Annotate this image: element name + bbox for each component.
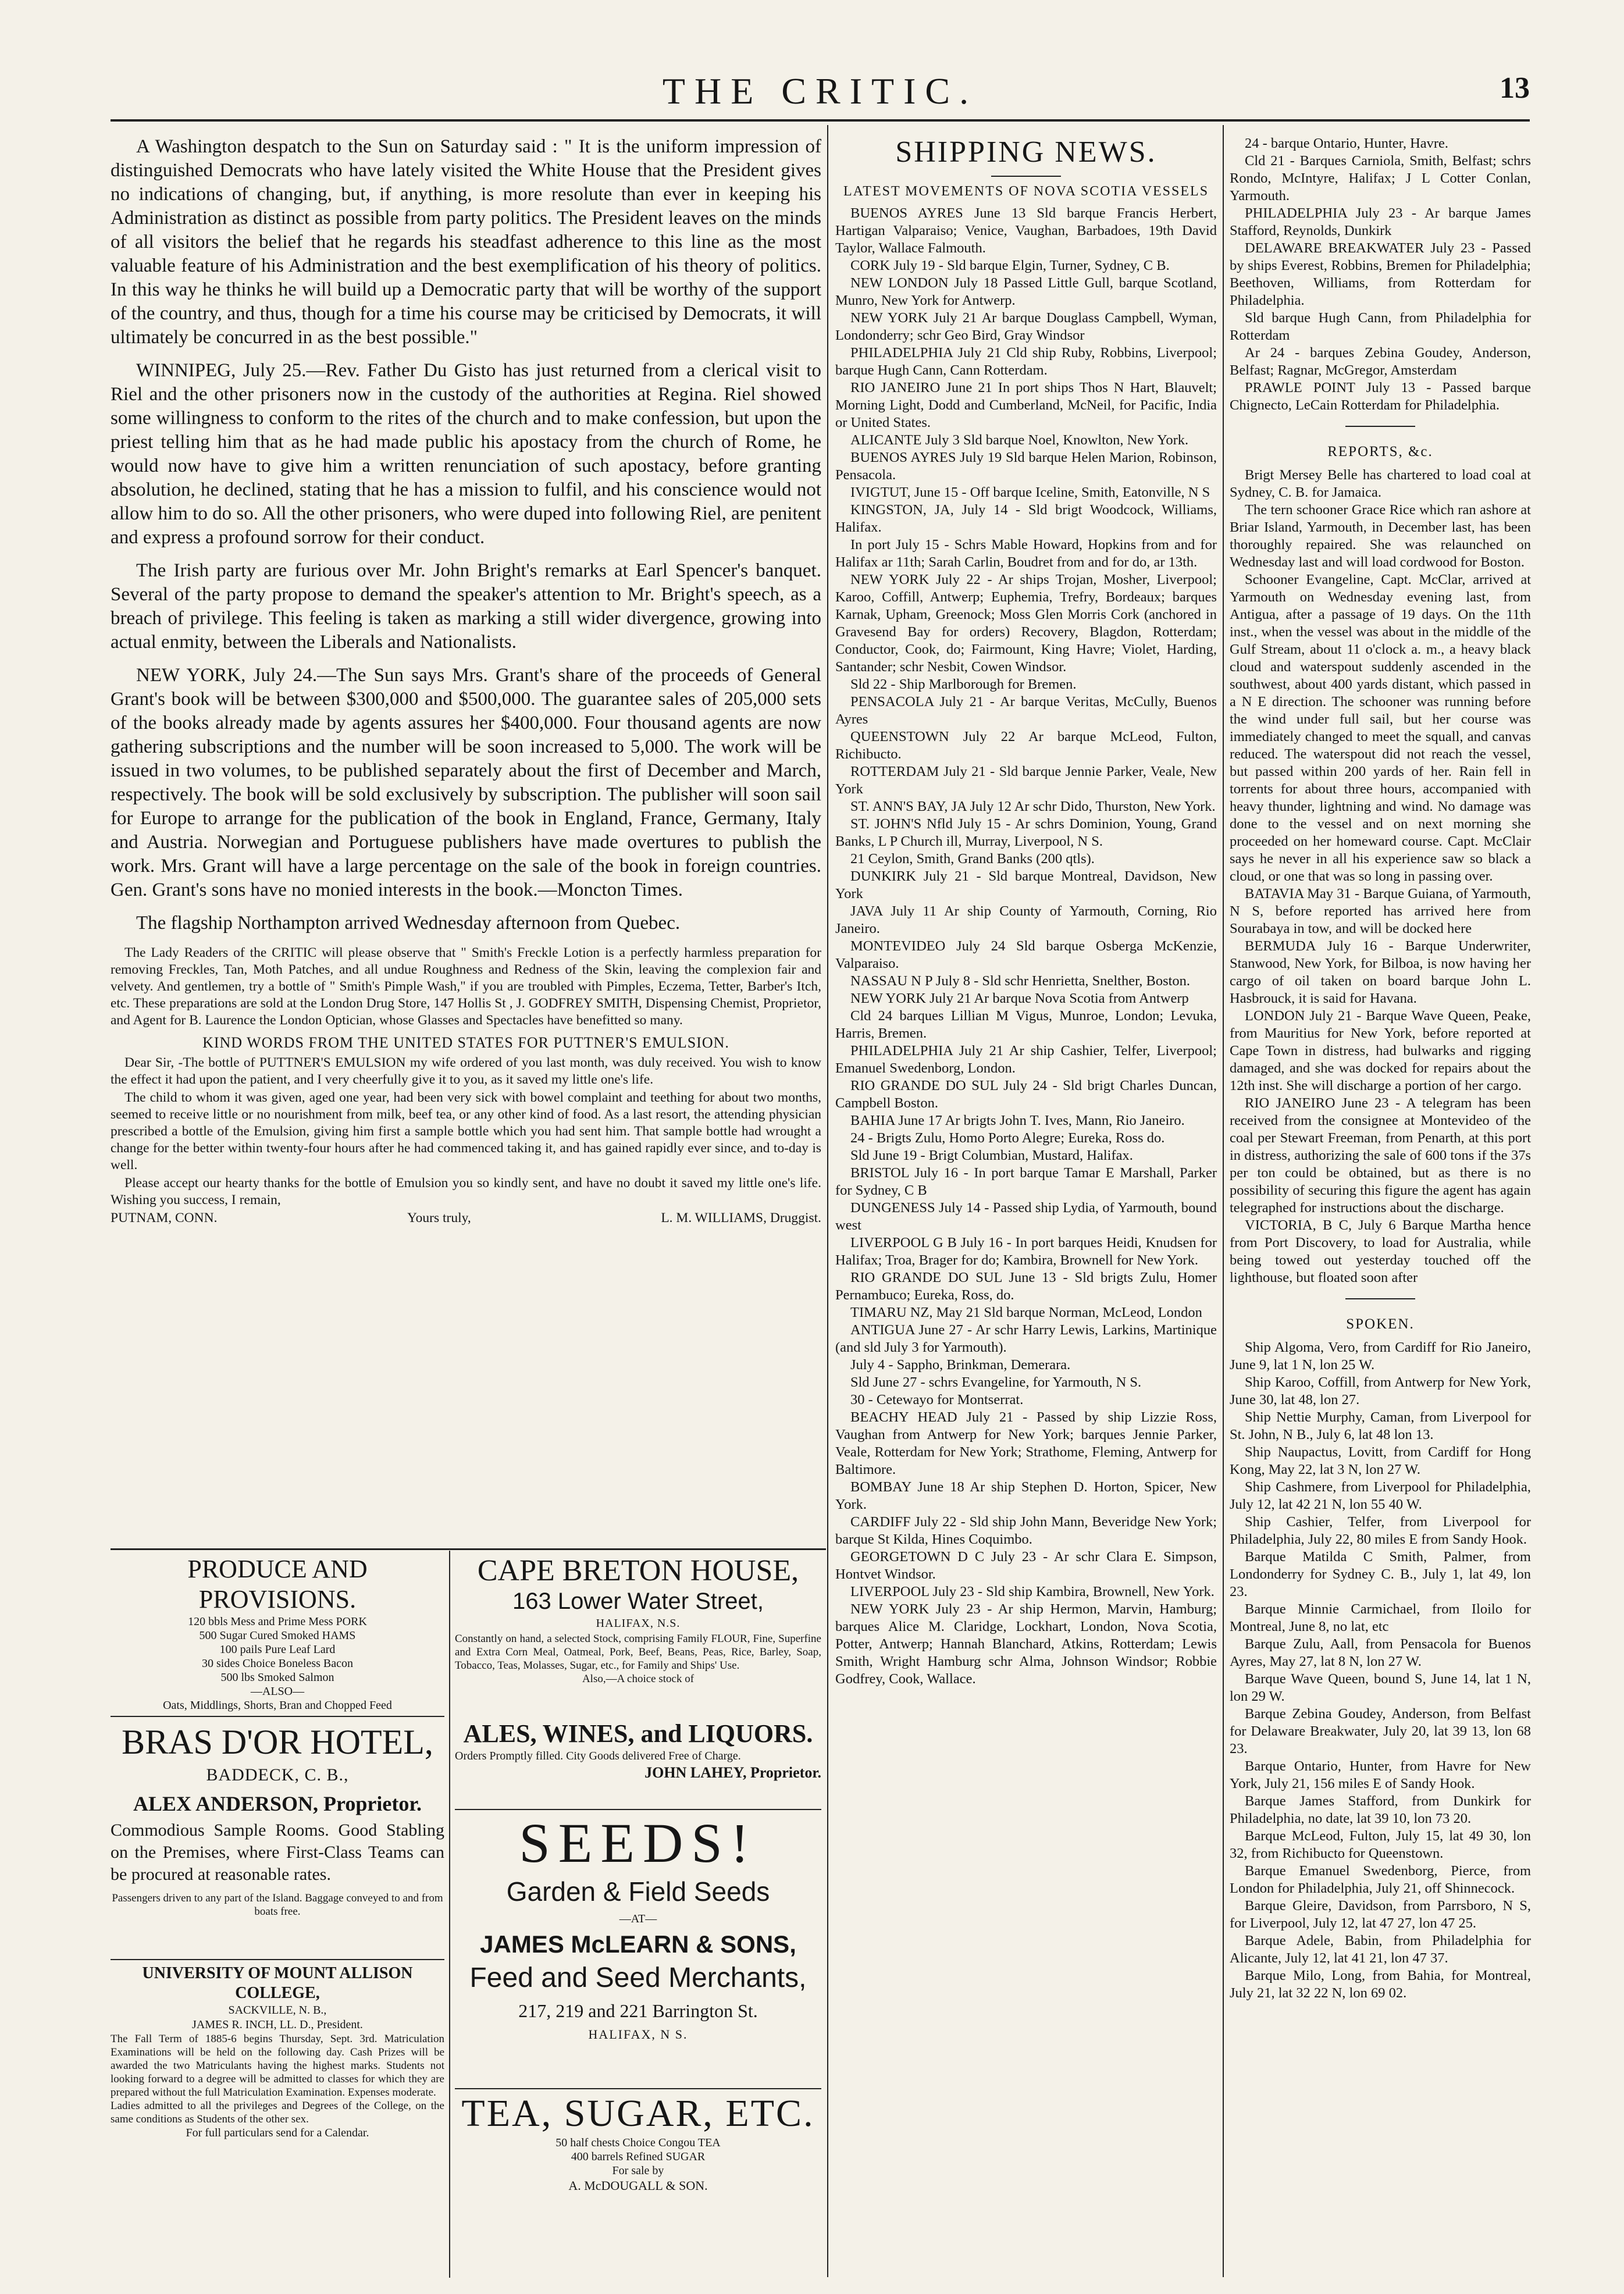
shipping-item: RIO GRANDE DO SUL June 13 - Sld brigts Zulu, Homer Pernambuco; Eureka, Ross, do. bbox=[835, 1270, 1217, 1303]
article-washington: A Washington despatch to the Sun on Saturday said : " It is the uniform impression of distinguished Democrats who have lately visited the White House that the President gives no indications of changing, but, if anything, is more resolute than ever in keeping his Administration as distinct as possible from party politics. The President leaves on the minds of all visitors the belief that he regards his steadfast adherence to this line as the most valuable feature of his Administration and the best exemplification of his theory of politics. In this way he thinks he will build up a Democratic party that will be worthy of the support of the country, and thus, though for a time his course may be criticised by Democrats, it will ultimately be concurred in as the best possible." bbox=[111, 136, 821, 348]
shipping-item: JAVA July 11 Ar ship County of Yarmouth, Corning, Rio Janeiro. bbox=[835, 903, 1217, 936]
shipping-item: PRAWLE POINT July 13 - Passed barque Chignecto, LeCain Rotterdam for Philadelphia. bbox=[1230, 380, 1531, 413]
ales-title: ALES, WINES, and LIQUORS. bbox=[463, 1719, 813, 1748]
advert-ales-wines bbox=[455, 1719, 821, 1806]
seeds-firm: JAMES McLEARN & SONS, bbox=[480, 1930, 796, 1958]
shipping-item: Sld June 27 - schrs Evangeline, for Yarmouth, N S. bbox=[850, 1374, 1142, 1390]
spoken-item: Ship Algoma, Vero, from Cardiff for Rio Janeiro, June 9, lat 1 N, lon 25 W. bbox=[1230, 1340, 1531, 1373]
ad-divider bbox=[111, 1959, 444, 1960]
spoken-item: Ship Naupactus, Lovitt, from Cardiff for Hong Kong, May 22, lat 3 N, lon 27 W. bbox=[1230, 1444, 1531, 1477]
spoken-item: Barque Gleire, Davidson, from Parrsboro, N S, for Liverpool, July 12, lat 47 27, lon 47 25. bbox=[1230, 1898, 1531, 1931]
seeds-at: —AT— bbox=[619, 1912, 657, 1925]
tea-title: TEA, SUGAR, ETC. bbox=[461, 2092, 815, 2135]
article-grant-book: NEW YORK, July 24.—The Sun says Mrs. Grant's share of the proceeds of General Grant's book will be between $300,000 and $500,000. The guarantee sales of 205,000 sets of the books already made by agents assures her $400,000. Four thousand agents are now gathering subscriptions and the number will be soon increased to 5,000. The work will be issued in two volumes, to be published separately about the first of December and March, respectively. The book will be sold exclusively by subscription. The publisher will soon sail for Europe to arrange for the publication of the book in England, France, Germany, Italy and Austria. Norwegian and Portuguese publishers have made overtures to publish the work. Mrs. Grant will have a large percentage on the sale of the book in foreign countries. Gen. Grant's sons have no monied interests in the book.—Moncton Times. bbox=[111, 665, 821, 900]
spoken-item: Ship Cashmere, from Liverpool for Philadelphia, July 12, lat 42 21 N, lon 55 40 W. bbox=[1230, 1479, 1531, 1512]
column-shipping-news bbox=[835, 135, 1217, 2275]
spoken-item: Ship Karoo, Coffill, from Antwerp for New York, June 30, lat 48, lon 27. bbox=[1230, 1374, 1531, 1408]
shipping-item: ST. ANN'S BAY, JA July 12 Ar schr Dido, Thurston, New York. bbox=[850, 799, 1216, 814]
page-header bbox=[111, 64, 1530, 116]
tea-merchant: A. McDOUGALL & SON. bbox=[568, 2178, 708, 2193]
shipping-item: LIVERPOOL July 23 - Sld ship Kambira, Brownell, New York. bbox=[850, 1584, 1215, 1600]
spoken-items bbox=[1230, 1339, 1531, 2002]
shipping-item: In port July 15 - Schrs Mable Howard, Hopkins from and for Halifax ar 11th; Sarah Carlin, Boudret from and for do, ar 13th. bbox=[835, 537, 1217, 570]
header-rule bbox=[111, 119, 1530, 122]
advert-freckle-lotion: The Lady Readers of the CRITIC will please observe that " Smith's Freckle Lotion is a perfectly harmless preparation for removing Freckles, Tan, Moth Patches, and all undue Roughness and Redness of the Skin, leaving the complexion fair and velvety. And gentlemen, try a bottle of " Smith's Pimple Wash," if you are troubled with Pimples, Eczema, Tetter, Barber's Itch, etc. These preparations are sold at the London Drug Store, 147 Hollis St , J. GODFREY SMITH, Dispensing Chemist, Proprietor, and Agent for B. Laurence the London Optician, whose Glasses and Spectacles have benefitted so many. bbox=[111, 945, 821, 1028]
seeds-trade: Feed and Seed Merchants, bbox=[469, 1962, 807, 1993]
tea-line: 400 barrels Refined SUGAR bbox=[571, 2150, 706, 2163]
column-rule-1 bbox=[827, 125, 828, 2277]
spoken-item: Ship Cashier, Telfer, from Liverpool for Philadelphia, July 22, 80 miles E from Sandy Hook. bbox=[1230, 1514, 1531, 1547]
ales-proprietor: JOHN LAHEY, Proprietor. bbox=[644, 1764, 821, 1781]
shipping-item: LIVERPOOL G B July 16 - In port barques Heidi, Knudsen for Halifax; Troa, Brager for do; Kambira, Brownell for New York. bbox=[835, 1235, 1217, 1268]
hotel-place: BADDECK, C. B., bbox=[206, 1765, 349, 1784]
cape-address: 163 Lower Water Street, bbox=[512, 1588, 764, 1614]
advert-cape-breton-house bbox=[455, 1554, 821, 1717]
ad-divider bbox=[455, 1809, 821, 1810]
spoken-item: Barque Ontario, Hunter, from Havre for New York, July 21, 156 miles E of Sandy Hook. bbox=[1230, 1758, 1531, 1791]
shipping-item: CORK July 19 - Sld barque Elgin, Turner, Sydney, C B. bbox=[850, 258, 1170, 273]
shipping-item: RIO JANEIRO June 21 In port ships Thos N Hart, Blauvelt; Morning Light, Dodd and Cumberland, McNeil, for Pacific, India or United States. bbox=[835, 380, 1217, 430]
reports-heading: REPORTS, &c. bbox=[1327, 444, 1433, 459]
shipping-item: Cld 21 - Barques Carniola, Smith, Belfast; schrs Rondo, McIntyre, Halifax; J L Cotter Conlan, Yarmouth. bbox=[1230, 153, 1531, 204]
signature-closing: Yours truly, bbox=[407, 1210, 471, 1226]
shipping-item: Sld June 19 - Brigt Columbian, Mustard, Halifax. bbox=[850, 1148, 1133, 1163]
spoken-item: Barque Wave Queen, bound S, June 14, lat 1 N, lon 29 W. bbox=[1230, 1671, 1531, 1704]
shipping-item: BOMBAY June 18 Ar ship Stephen D. Horton, Spicer, New York. bbox=[835, 1479, 1217, 1512]
shipping-item: NEW YORK July 22 - Ar ships Trojan, Mosher, Liverpool; Karoo, Coffill, Antwerp; Euphemia, Trefry, Bordeaux; barques Karnak, Upham, Greenock; Moss Glen Morris Cork (anchored in Gravesend Bay for orders) Recovery, Blagdon, Rotterdam; Conductor, Cook, do; Fairmount, King Havre; Violet, Harding, Santander; schr Nesbit, Cowen Windsor. bbox=[835, 572, 1217, 675]
university-body: The Fall Term of 1885-6 begins Thursday, Sept. 3rd. Matriculation Examinations will be held on the following day. Cash Prizes will be awarded the two Matriculants having the highest marks. Students not looking forward to a degree will be admitted to classes for which they are prepared without the full Matriculation Examination. Expenses moderate. bbox=[111, 2033, 444, 2099]
shipping-item: BUENOS AYRES June 13 Sld barque Francis Herbert, Hartigan Valparaiso; Venice, Vaughan, Barbadoes, 19th David Taylor, Wallace Falmouth. bbox=[835, 205, 1217, 256]
shipping-item: GEORGETOWN D C July 23 - Ar schr Clara E. Simpson, Hontvet Windsor. bbox=[835, 1549, 1217, 1582]
heading-rule bbox=[991, 176, 1061, 177]
shipping-items-continued bbox=[1230, 135, 1531, 414]
seeds-city: HALIFAX, N S. bbox=[588, 2027, 688, 2042]
shipping-item: IVIGTUT, June 15 - Off barque Iceline, Smith, Eatonville, N S bbox=[850, 485, 1210, 500]
ad-divider bbox=[455, 2088, 821, 2089]
advert-produce bbox=[111, 1554, 444, 1712]
column-rule-2 bbox=[1223, 125, 1224, 2277]
shipping-item: DUNKIRK July 21 - Sld barque Montreal, Davidson, New York bbox=[835, 868, 1217, 902]
article-winnipeg: WINNIPEG, July 25.—Rev. Father Du Gisto has just returned from a clerical visit to Riel and the other prisoners now in the custody of the authorities at Regina. Riel showed some willingness to conform to the rites of the church and to make confession, but upon the priest telling him that as he had made public his apostacy from the church of Rome, he would now have to give him a written renunciation of such apostacy, before granting absolution, he declined, stating that he has a mission to fulfil, and his conscience would not allow him to do so. All the other prisoners, who were duped into following Riel, are penitent and express a profound sorrow for their conduct. bbox=[111, 360, 821, 548]
ads-middle-rule bbox=[449, 1551, 450, 2278]
shipping-item: NEW LONDON July 18 Passed Little Gull, barque Scotland, Munro, New York for Antwerp. bbox=[835, 275, 1217, 308]
advert-bras-dor-hotel bbox=[111, 1722, 444, 1954]
report-item: VICTORIA, B C, July 6 Barque Martha hence from Port Discovery, to load for Australia, while being towed out yesterday touched off the lighthouse, but floated soon after bbox=[1230, 1217, 1531, 1285]
letter-paragraph: The child to whom it was given, aged one year, had been very sick with bowel complaint and teething for about two months, seemed to receive little or no nourishment from milk, beef tea, or any other kind of food. As a last resort, the attending physician prescribed a bottle of the Emulsion, giving him first a sample bottle which you had sent him. That sample bottle had wrought a change for the better within twenty-four hours after he had commenced taking it, and has gained rapidly ever since, and to-day is well. bbox=[111, 1090, 821, 1173]
reports-items bbox=[1230, 466, 1531, 1287]
produce-line: 100 pails Pure Leaf Lard bbox=[219, 1643, 336, 1656]
signature-name: L. M. WILLIAMS, Druggist. bbox=[661, 1210, 821, 1226]
advert-tea-sugar bbox=[455, 2092, 821, 2266]
section-rule bbox=[1345, 1298, 1415, 1299]
university-ladies: Ladies admitted to all the privileges and Degrees of the College, on the same conditions as Students of the other sex. bbox=[111, 2100, 444, 2125]
cape-also: Also,—A choice stock of bbox=[582, 1673, 695, 1685]
shipping-item: 21 Ceylon, Smith, Grand Banks (200 qtls). bbox=[850, 851, 1095, 867]
newspaper-title: THE CRITIC. bbox=[662, 70, 978, 112]
shipping-item: NEW YORK July 21 Ar barque Douglass Campbell, Wyman, Londonderry; schr Geo Bird, Gray Windsor bbox=[835, 310, 1217, 343]
cape-city: HALIFAX, N.S. bbox=[596, 1617, 681, 1630]
page-number: 13 bbox=[1500, 72, 1530, 105]
spoken-item: Ship Nettie Murphy, Caman, from Liverpool for St. John, N B., July 6, lat 48 lon 13. bbox=[1230, 1409, 1531, 1442]
shipping-item: Ar 24 - barques Zebina Goudey, Anderson, Belfast; Ragnar, McGregor, Amsterdam bbox=[1230, 345, 1531, 378]
section-rule bbox=[1345, 426, 1415, 427]
shipping-item: NASSAU N P July 8 - Sld schr Henrietta, Snelther, Boston. bbox=[850, 973, 1191, 989]
signature-place: PUTNAM, CONN. bbox=[111, 1210, 218, 1226]
shipping-item: QUEENSTOWN July 22 Ar barque McLeod, Fulton, Richibucto. bbox=[835, 729, 1217, 762]
column-news bbox=[111, 135, 821, 1543]
shipping-item: RIO GRANDE DO SUL July 24 - Sld brigt Charles Duncan, Campbell Boston. bbox=[835, 1078, 1217, 1111]
hotel-description: Commodious Sample Rooms. Good Stabling on the Premises, where First-Class Teams can be procured at reasonable rates. bbox=[111, 1821, 444, 1884]
shipping-item: NEW YORK July 23 - Ar ship Hermon, Marvin, Hamburg; barques Alice M. Claridge, Lockhart, London, Nova Scotia, Potter, Antwerp; Hannah Blanchard, Atkins, Rotterdam; Lewis Smith, Wright Hamburg schr Alma, Johnson Windsor; Robbie Godfrey, Cook, Wallace. bbox=[835, 1601, 1217, 1687]
spoken-heading: SPOKEN. bbox=[1346, 1316, 1415, 1332]
shipping-item: TIMARU NZ, May 21 Sld barque Norman, McLeod, London bbox=[850, 1305, 1202, 1320]
shipping-item: DUNGENESS July 14 - Passed ship Lydia, of Yarmouth, bound west bbox=[835, 1200, 1217, 1233]
seeds-title: SEEDS! bbox=[519, 1812, 757, 1874]
spoken-item: Barque James Stafford, from Dunkirk for Philadelphia, no date, lat 39 10, lon 73 20. bbox=[1230, 1793, 1531, 1826]
ales-body: Orders Promptly filled. City Goods delivered Free of Charge. bbox=[455, 1750, 741, 1762]
spoken-item: Barque Zulu, Aall, from Pensacola for Buenos Ayres, May 27, lat 8 N, lon 27 W. bbox=[1230, 1636, 1531, 1669]
shipping-item: BAHIA June 17 Ar brigts John T. Ives, Mann, Rio Janeiro. bbox=[850, 1113, 1185, 1128]
shipping-item: 24 - barque Ontario, Hunter, Havre. bbox=[1245, 136, 1449, 151]
shipping-item: DELAWARE BREAKWATER July 23 - Passed by ships Everest, Robbins, Bremen for Philadelphia; Beethoven, Williams, from Rotterdam for Philadelphia. bbox=[1230, 240, 1531, 308]
hotel-proprietor: ALEX ANDERSON, Proprietor. bbox=[133, 1792, 422, 1815]
shipping-subheading: LATEST MOVEMENTS OF NOVA SCOTIA VESSELS bbox=[843, 184, 1209, 199]
report-item: Brigt Mersey Belle has chartered to load coal at Sydney, C. B. for Jamaica. bbox=[1230, 467, 1531, 500]
spoken-item: Barque Milo, Long, from Bahia, for Montreal, July 21, lat 32 22 N, lon 69 02. bbox=[1230, 1968, 1531, 2001]
produce-title: PRODUCE AND PROVISIONS. bbox=[187, 1555, 368, 1613]
letter-paragraph: Please accept our hearty thanks for the bottle of Emulsion you so kindly sent, and have no doubt it saved my little one's life. Wishing you success, I remain, bbox=[111, 1176, 821, 1207]
kind-words-heading: KIND WORDS FROM THE UNITED STATES FOR PUTTNER'S EMULSION. bbox=[202, 1034, 729, 1051]
shipping-item: PENSACOLA July 21 - Ar barque Veritas, McCully, Buenos Ayres bbox=[835, 694, 1217, 727]
article-northampton: The flagship Northampton arrived Wednesday afternoon from Quebec. bbox=[136, 913, 681, 934]
spoken-item: Barque Adele, Babin, from Philadelphia for Alicante, July 12, lat 41 21, lon 47 37. bbox=[1230, 1933, 1531, 1966]
cape-body: Constantly on hand, a selected Stock, comprising Family FLOUR, Fine, Superfine and Extra Corn Meal, Oatmeal, Pork, Beef, Beans, Peas, Rice, Barley, Soap, Tobacco, Teas, Molasses, Sugar, etc., for Family and Ships' Use. bbox=[455, 1633, 821, 1672]
hotel-title: BRAS D'OR HOTEL, bbox=[122, 1723, 433, 1761]
report-item: Schooner Evangeline, Capt. McClar, arrived at Yarmouth on Wednesday evening last, from Antigua, after a passage of 19 days. On the 11th inst., when the vessel was about in the middle of the Gulf Stream, about 11 o'clock a. m., a heavy black cloud and waterspout suddenly ascended in the southwest, about 400 yards distant, which passed in a N E direction. The schooner was running before the wind under full sail, but her course was immediately changed to meet the squall, and canvas reduced. The waterspout did not reach the vessel, but passed within 200 yards of her. Rain fell in torrents for about three hours, accompanied with heavy thunder, lightning and wind. No damage was done to the vessel and on next morning she proceeded on her homeward course. Capt. McClair says he never in all his experience saw so black a cloud, or one that was so long in passing over. bbox=[1230, 572, 1531, 884]
shipping-item: ALICANTE July 3 Sld barque Noel, Knowlton, New York. bbox=[850, 432, 1189, 448]
produce-line: 30 sides Choice Boneless Bacon bbox=[202, 1657, 353, 1670]
report-item: BATAVIA May 31 - Barque Guiana, of Yarmouth, N S, before reported has arrived here from Sourabaya in tow, and will be docked here bbox=[1230, 886, 1531, 936]
seeds-subtitle: Garden & Field Seeds bbox=[506, 1876, 770, 1907]
shipping-item: 30 - Cetewayo for Montserrat. bbox=[850, 1392, 1024, 1408]
shipping-item: ST. JOHN'S Nfld July 15 - Ar schrs Dominion, Young, Grand Banks, L P Church ill, Murray, Liverpool, N S. bbox=[835, 816, 1217, 849]
shipping-item: PHILADELPHIA July 23 - Ar barque James Stafford, Reynolds, Dunkirk bbox=[1230, 205, 1531, 238]
hotel-note: Passengers driven to any part of the Island. Baggage conveyed to and from boats free. bbox=[112, 1892, 443, 1918]
shipping-item: 24 - Brigts Zulu, Homo Porto Alegre; Eureka, Ross do. bbox=[850, 1130, 1165, 1146]
shipping-item: PHILADELPHIA July 21 Cld ship Ruby, Robbins, Liverpool; barque Hugh Cann, Cann Rotterdam. bbox=[835, 345, 1217, 378]
university-president: JAMES R. INCH, LL. D., President. bbox=[192, 2018, 363, 2031]
report-item: LONDON July 21 - Barque Wave Queen, Peake, from Mauritius for New York, before reported at Cape Town in distress, had bulwarks and rigging damaged, and she was docked for repairs about the 12th inst. She will discharge a portion of her cargo. bbox=[1230, 1008, 1531, 1093]
tea-line: 50 half chests Choice Congou TEA bbox=[555, 2136, 721, 2149]
column-reports bbox=[1230, 135, 1531, 2275]
shipping-item: BUENOS AYRES July 19 Sld barque Helen Marion, Robinson, Pensacola. bbox=[835, 450, 1217, 483]
spoken-item: Barque Minnie Carmichael, from Iloilo for Montreal, June 8, no lat, etc bbox=[1230, 1601, 1531, 1634]
shipping-item: July 4 - Sappho, Brinkman, Demerara. bbox=[850, 1357, 1071, 1373]
shipping-item: Cld 24 barques Lillian M Vigus, Munroe, London; Levuka, Harris, Bremen. bbox=[835, 1008, 1217, 1041]
shipping-item: PHILADELPHIA July 21 Ar ship Cashier, Telfer, Liverpool; Emanuel Swedenborg, London. bbox=[835, 1043, 1217, 1076]
cape-title: CAPE BRETON HOUSE, bbox=[477, 1554, 799, 1587]
university-footer: For full particulars send for a Calendar. bbox=[186, 2126, 369, 2139]
letter-signature bbox=[111, 1210, 821, 1227]
shipping-item: BRISTOL July 16 - In port barque Tamar E Marshall, Parker for Sydney, C B bbox=[835, 1165, 1217, 1198]
shipping-item: ANTIGUA June 27 - Ar schr Harry Lewis, Larkins, Martinique (and sld July 3 for Yarmouth). bbox=[835, 1322, 1217, 1355]
letter-paragraph: Dear Sir, -The bottle of PUTTNER'S EMULSION my wife ordered of you last month, was duly received. You wish to know the effect it had upon the patient, and I very cheerfully give it to you, as it saved my little one's life. bbox=[111, 1055, 821, 1087]
produce-line: 500 lbs Smoked Salmon bbox=[220, 1671, 334, 1684]
shipping-item: MONTEVIDEO July 24 Sld barque Osberga McKenzie, Valparaiso. bbox=[835, 938, 1217, 971]
shipping-item: BEACHY HEAD July 21 - Passed by ship Lizzie Ross, Vaughan from Antwerp for New York; barques Jennie Parker, Veale, Rotterdam for New York; Strathome, Fleming, Antwerp for Baltimore. bbox=[835, 1409, 1217, 1477]
shipping-item: NEW YORK July 21 Ar barque Nova Scotia from Antwerp bbox=[850, 991, 1189, 1006]
produce-line: 500 Sugar Cured Smoked HAMS bbox=[199, 1629, 356, 1642]
shipping-news-heading: SHIPPING NEWS. bbox=[895, 136, 1157, 169]
shipping-items bbox=[835, 205, 1217, 1688]
seeds-address: 217, 219 and 221 Barrington St. bbox=[518, 2000, 758, 2021]
spoken-item: Barque Zebina Goudey, Anderson, from Belfast for Delaware Breakwater, July 20, lat 39 13, lon 68 23. bbox=[1230, 1706, 1531, 1757]
spoken-item: Barque Matilda C Smith, Palmer, from Londonderry for Sydney C. B., July 1, lat 49, lon 23. bbox=[1230, 1549, 1531, 1600]
report-item: The tern schooner Grace Rice which ran ashore at Briar Island, Yarmouth, in December last, has been thoroughly repaired. She was relaunched on Wednesday last and will load cordwood for Boston. bbox=[1230, 502, 1531, 570]
advert-mount-allison bbox=[111, 1964, 444, 2278]
university-title: UNIVERSITY OF MOUNT ALLISON COLLEGE, bbox=[142, 1964, 413, 2002]
ad-divider bbox=[111, 1716, 444, 1717]
produce-line: 120 bbls Mess and Prime Mess PORK bbox=[188, 1615, 367, 1628]
university-place: SACKVILLE, N. B., bbox=[228, 2004, 327, 2017]
shipping-item: Sld barque Hugh Cann, from Philadelphia for Rotterdam bbox=[1230, 310, 1531, 343]
spoken-item: Barque McLeod, Fulton, July 15, lat 49 30, lon 32, from Richibucto for Queenstown. bbox=[1230, 1828, 1531, 1861]
report-item: RIO JANEIRO June 23 - A telegram has been received from the consignee at Montevideo of the coal per Stewart Freeman, from Penarth, at this port in distress, authorizing the sale of 600 tons if the 37s per ton could be obtained, but as there is no possibility of securing this figure the agent has again telegraphed for instructions about the discharge. bbox=[1230, 1095, 1531, 1216]
produce-line: —ALSO— bbox=[250, 1685, 305, 1698]
article-irish-party: The Irish party are furious over Mr. John Bright's remarks at Earl Spencer's banquet. Several of the party propose to demand the speaker's attention to Mr. Bright's speech, as a breach of privilege. This feeling is taken as marking a still wider divergence, growing into actual enmity, between the Liberals and Nationalists. bbox=[111, 560, 821, 653]
shipping-item: KINGSTON, JA, July 14 - Sld brigt Woodcock, Williams, Halifax. bbox=[835, 502, 1217, 535]
report-item: BERMUDA July 16 - Barque Underwriter, Stanwood, New York, for Bilboa, is now having her cargo of oil taken on board barque John L. Hasbrouck, it is said for Havana. bbox=[1230, 938, 1531, 1006]
shipping-item: CARDIFF July 22 - Sld ship John Mann, Beveridge New York; barque St Kilda, Hines Coquimbo. bbox=[835, 1514, 1217, 1547]
ads-top-rule bbox=[111, 1548, 826, 1550]
advert-seeds bbox=[455, 1812, 821, 2086]
shipping-item: Sld 22 - Ship Marlborough for Bremen. bbox=[850, 676, 1077, 692]
shipping-item: ROTTERDAM July 21 - Sld barque Jennie Parker, Veale, New York bbox=[835, 764, 1217, 797]
tea-line: For sale by bbox=[612, 2164, 664, 2177]
produce-line: Oats, Middlings, Shorts, Bran and Chopped Feed bbox=[163, 1699, 392, 1712]
spoken-item: Barque Emanuel Swedenborg, Pierce, from London for Philadelphia, July 21, off Shinnecock. bbox=[1230, 1863, 1531, 1896]
